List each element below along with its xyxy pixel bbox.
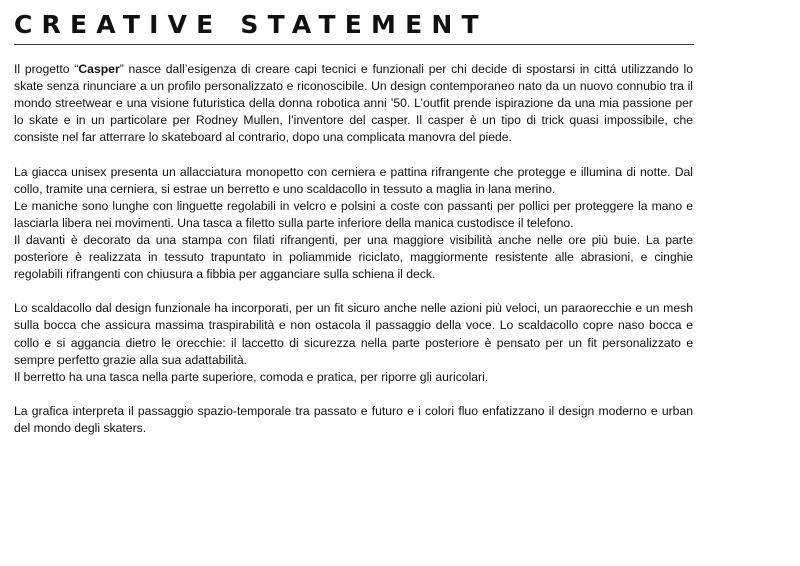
paragraph-jacket: La giacca unisex presenta un allacciatura monopetto con cerniera e pattina rifrangente che protegge e illumina di notte. Dal collo, tramite una cerniera, si estrae un berretto e uno scaldacollo in tessuto a maglia in lana merino. xyxy=(14,164,693,196)
paragraph-neck-warmer: Lo scaldacollo dal design funzionale ha incorporati, per un fit sicuro anche nelle azioni più veloci, un paraorecchie e un mesh sulla bocca che assicura massima traspirabilità e non ostacola il passaggio della voce. Lo scaldacollo copre naso bocca e collo e si aggancia dietro le orecchie: il laccetto di sicurezza nella parte posteriore è pensato per un fit personalizzato e sempre perfetto grazie alla sua adattabilità. xyxy=(14,301,693,367)
paragraph-sleeves: Le maniche sono lunghe con linguette regolabili in velcro e polsini a coste con passanti per pollici per proteggere la mano e lasciarla libera nei movimenti. Una tasca a filetto sulla parte inferiore della manica custodisce il telefono. xyxy=(14,198,693,230)
paragraph-front-back: Il davanti è decorato da una stampa con filati rifrangenti, per una maggiore visibilità anche nelle ore più buie. La parte posteriore è realizzata in tessuto trapuntato in poliammide riciclato, maggiormente resistente alle abrasioni, e cinghie regolabili rifrangenti con chiusura a fibbia per agganciare sulla schiena il deck. xyxy=(14,232,693,282)
paragraph-beanie: Il berretto ha una tasca nella parte superiore, comoda e pratica, per riporre gli auricolari. xyxy=(14,369,489,384)
project-name: Casper xyxy=(78,62,120,76)
paragraph-graphics: La grafica interpreta il passaggio spazio-temporale tra passato e futuro e i colori fluo enfatizzano il design moderno e urban del mondo degli skaters. xyxy=(14,403,693,435)
paragraph-intro xyxy=(14,61,693,146)
intro-text-rest: ” nasce dall’esigenza di creare capi tecnici e funzionali per chi decide di spostarsi in cittá utilizzando lo skate senza rinunciare a un profilo personalizzato e riconoscibile. Un design contemporaneo nato da un nuovo connubio tra il mondo streetwear e una visione futuristica della donna robotica anni ’50. L’outfit prende ispirazione da una mia passione per lo skate e in un particolare per Rodney Mullen, l’inventore del casper. Il casper è un tipo di trick quasi impossibile, che consiste nel far atterrare lo skateboard al contrario, dopo una complicata manovra del piede. xyxy=(14,62,693,145)
statement-body xyxy=(14,61,693,437)
page-title: CREATIVE STATEMENT xyxy=(14,10,488,39)
title-divider xyxy=(14,44,694,45)
intro-text-start: Il progetto “ xyxy=(14,62,79,76)
